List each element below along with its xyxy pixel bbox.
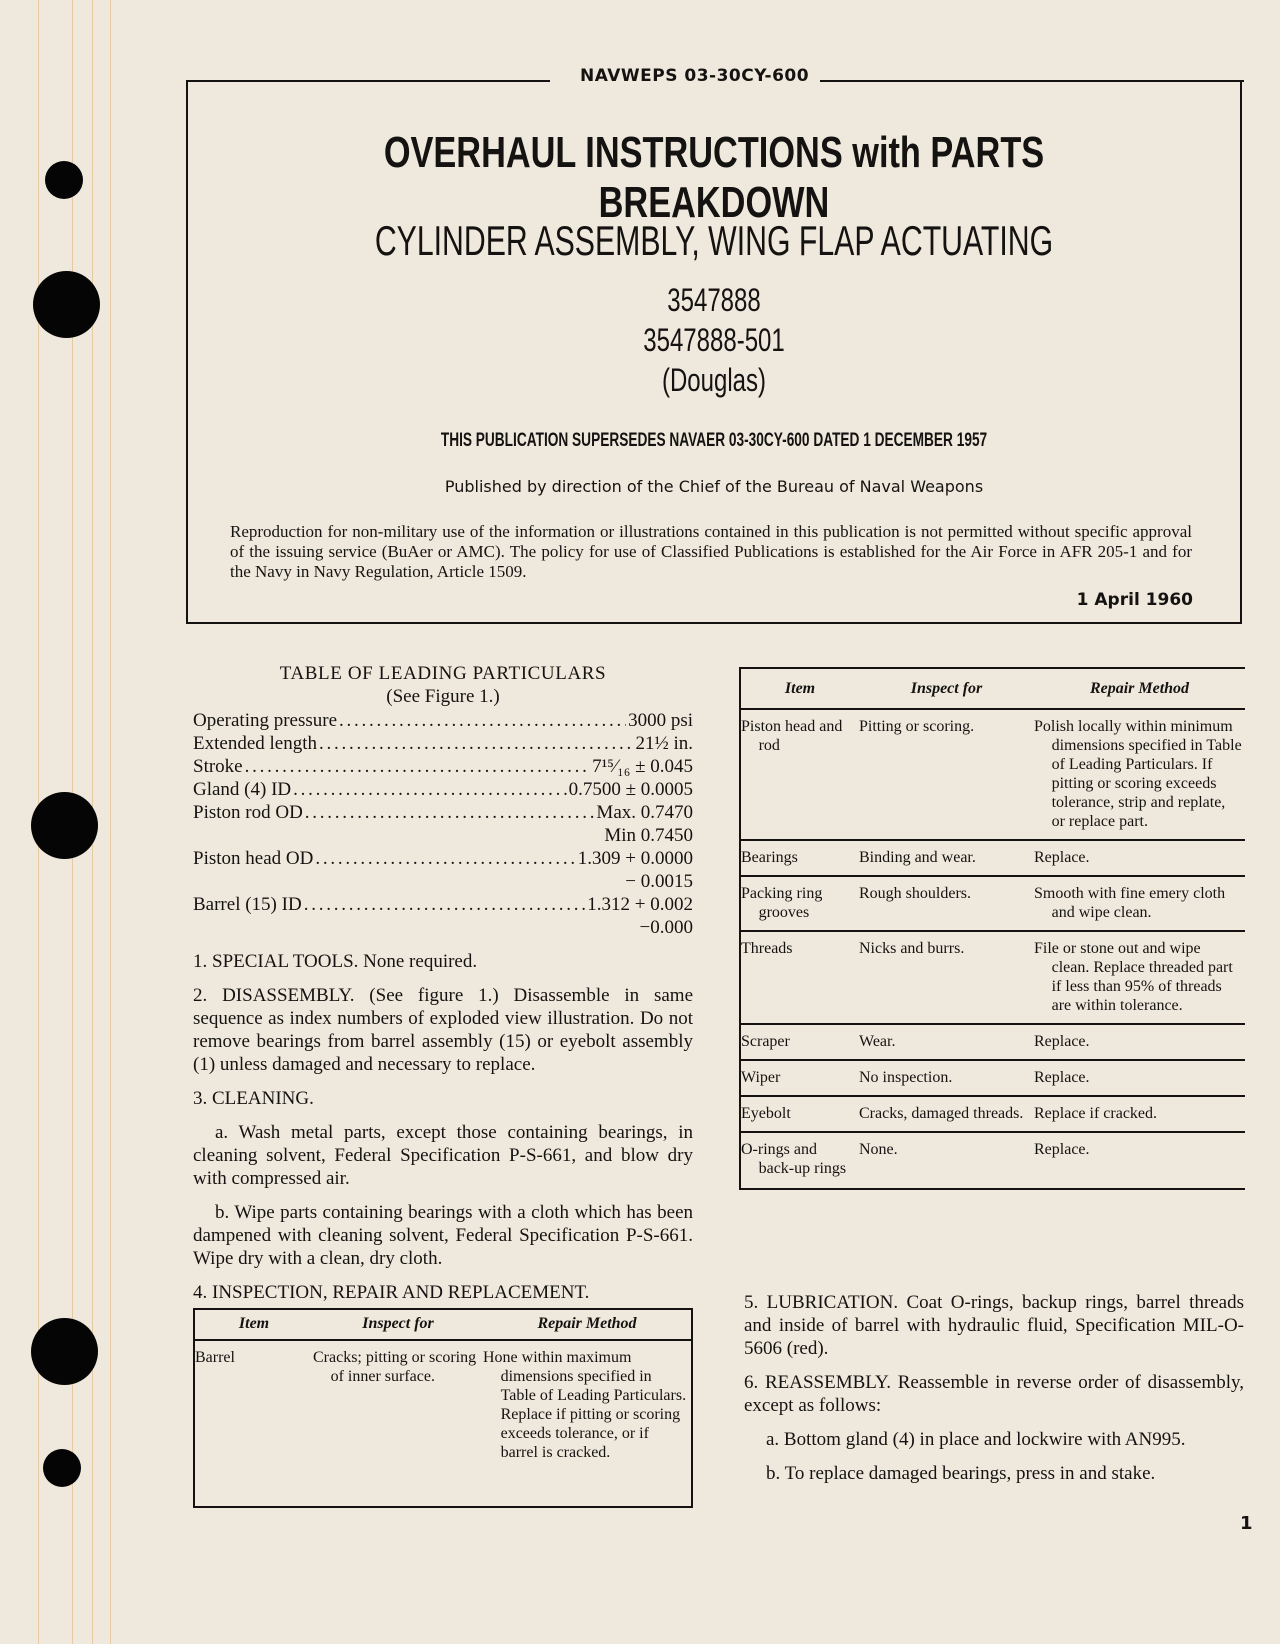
- column-header: Item: [195, 1310, 313, 1340]
- particular-row: [193, 893, 693, 916]
- section-disassembly: [193, 984, 693, 1076]
- leader-dots: [315, 847, 575, 870]
- right-column: [739, 667, 1245, 1190]
- column-header: Item: [741, 669, 859, 709]
- particular-label: Barrel (15) ID: [193, 894, 302, 915]
- particular-value: 1.309 + 0.0000: [577, 848, 693, 869]
- table-row: [741, 709, 1245, 840]
- reassembly-step-a: a. Bottom gland (4) in place and lockwire with AN995.: [766, 1429, 1186, 1450]
- inspection-table-right: [739, 667, 1245, 1190]
- particular-label: Stroke: [193, 756, 243, 777]
- right-column-text: [744, 1291, 1244, 1485]
- cell-inspect: Pitting or scoring.: [859, 709, 1034, 840]
- section-heading: 5. LUBRICATION.: [744, 1292, 899, 1313]
- section-cleaning-heading: 3. CLEANING.: [193, 1088, 314, 1109]
- main-title: OVERHAUL INSTRUCTIONS with PARTS BREAKDOWN: [383, 128, 1045, 227]
- cell-item: Eyebolt: [741, 1096, 859, 1132]
- particular-row: [193, 801, 693, 824]
- cell-item: Scraper: [741, 1024, 859, 1060]
- column-header: Inspect for: [313, 1310, 483, 1340]
- cell-item: Bearings: [741, 840, 859, 876]
- particular-row: [193, 847, 693, 870]
- document-number: NAVWEPS 03-30CY-600: [580, 66, 810, 86]
- section-inspection-heading: 4. INSPECTION, REPAIR AND REPLACEMENT.: [193, 1282, 590, 1303]
- sub-title: CYLINDER ASSEMBLY, WING FLAP ACTUATING: [374, 217, 1054, 264]
- table-row: [741, 1132, 1245, 1188]
- table-row: [741, 840, 1245, 876]
- cell-repair: Replace.: [1034, 1141, 1090, 1158]
- section-heading: 6. REASSEMBLY.: [744, 1372, 891, 1393]
- published-by: Published by direction of the Chief of the Bureau of Naval Weapons: [444, 477, 984, 496]
- table-row: [741, 1096, 1245, 1132]
- cell-inspect: Nicks and burrs.: [859, 931, 1034, 1024]
- punch-hole-icon: [31, 792, 98, 859]
- leader-dots: [305, 801, 595, 824]
- table-row: [741, 876, 1245, 931]
- leader-dots: [293, 778, 566, 801]
- leading-particulars-title: TABLE OF LEADING PARTICULARS: [279, 663, 607, 684]
- column-header: Inspect for: [859, 669, 1034, 709]
- punch-hole-icon: [45, 161, 83, 199]
- section-text: (See figure 1.) Disassemble in same sequence as index numbers of exploded view illustration. Do not remove bearings from barrel assembly (15) or eyebolt assembly (1) unless damaged and necessary to replace.: [193, 985, 694, 1075]
- cell-item: Threads: [741, 931, 859, 1024]
- particular-label: Piston rod OD: [193, 802, 303, 823]
- cell-repair: Smooth with fine emery cloth and wipe clean.: [1034, 876, 1245, 931]
- cell-item: Wiper: [741, 1060, 859, 1096]
- section-text: Reassemble in reverse order of disassembly, except as follows:: [744, 1372, 1244, 1416]
- part-number: 3547888: [667, 282, 761, 318]
- binding-line: [110, 0, 111, 1644]
- cleaning-step-b: b. Wipe parts containing bearings with a cloth which has been dampened with cleaning solvent, Federal Specification P-S-661. Wipe dry with a clean, dry cloth.: [193, 1202, 693, 1269]
- punch-hole-icon: [33, 271, 100, 338]
- cell-repair: Replace.: [1034, 1060, 1245, 1096]
- supersedes-notice: THIS PUBLICATION SUPERSEDES NAVAER 03-30CY-600 DATED 1 DECEMBER 1957: [440, 430, 988, 451]
- cell-item: Barrel: [195, 1349, 235, 1366]
- cell-repair: Hone within maximum dimensions specified in Table of Leading Particulars. Replace if pitting or scoring exceeds tolerance, or if barrel is cracked.: [483, 1349, 687, 1461]
- particular-row: [193, 732, 693, 755]
- cell-repair: Replace.: [1034, 840, 1245, 876]
- leading-particulars-subtitle: (See Figure 1.): [386, 686, 500, 707]
- cell-inspect: Wear.: [859, 1024, 1034, 1060]
- cell-item: Piston head and rod: [741, 709, 859, 840]
- section-special-tools: [193, 950, 693, 973]
- cell-inspect: Binding and wear.: [859, 840, 1034, 876]
- leader-dots: [304, 893, 586, 916]
- particular-value: 3000 psi: [628, 710, 693, 731]
- cell-repair: Polish locally within minimum dimensions specified in Table of Leading Particulars. If pitting or scoring exceeds tolerance, strip and replate, or replace part.: [1034, 709, 1245, 840]
- leader-dots: [245, 755, 590, 778]
- particular-label: Piston head OD: [193, 848, 314, 869]
- manufacturer: (Douglas): [661, 362, 767, 398]
- particular-value: 1.312 + 0.002: [587, 894, 693, 915]
- cell-inspect: Rough shoulders.: [859, 876, 1034, 931]
- column-header: Repair Method: [1034, 669, 1245, 709]
- section-reassembly: [744, 1371, 1244, 1417]
- particular-label: Extended length: [193, 733, 317, 754]
- cell-inspect: Cracks, damaged threads.: [859, 1096, 1034, 1132]
- table-row: [741, 1024, 1245, 1060]
- cell-inspect: None.: [859, 1141, 898, 1158]
- particular-value: Max. 0.7470: [596, 802, 693, 823]
- particular-label: Operating pressure: [193, 710, 338, 731]
- cleaning-step-a: a. Wash metal parts, except those containing bearings, in cleaning solvent, Federal Specification P-S-661, and blow dry with compressed air.: [193, 1122, 693, 1189]
- punch-hole-icon: [43, 1449, 81, 1487]
- particular-value: 7¹⁵⁄₁₆ ± 0.045: [592, 756, 693, 777]
- section-heading: 2. DISASSEMBLY.: [193, 985, 355, 1006]
- punch-hole-icon: [31, 1318, 98, 1385]
- inspection-table-left: [193, 1308, 693, 1508]
- particular-value: 0.7500 ± 0.0005: [568, 779, 693, 800]
- section-text: Coat O-rings, backup rings, barrel threads and inside of barrel with hydraulic fluid, Specification MIL-O-5606 (red).: [744, 1292, 1245, 1359]
- section-heading: 1. SPECIAL TOOLS.: [193, 951, 359, 972]
- particular-row: [193, 778, 693, 801]
- particular-row: [193, 755, 693, 778]
- particular-value-continued: −0.000: [639, 917, 693, 938]
- table-row: [195, 1340, 691, 1506]
- cell-inspect: Cracks; pitting or scoring of inner surface.: [313, 1349, 477, 1385]
- section-lubrication: [744, 1291, 1244, 1360]
- particular-row: [193, 709, 693, 732]
- part-number: 3547888-501: [643, 322, 785, 358]
- particular-label: Gland (4) ID: [193, 779, 292, 800]
- cell-repair: Replace if cracked.: [1034, 1096, 1245, 1132]
- reproduction-notice: Reproduction for non-military use of the information or illustrations contained in this publication is not permitted without specific approval of the issuing service (BuAer or AMC). The policy for use of Classified Publications is established for the Air Force in AFR 205-1 and for the Navy in Navy Regulation, Article 1509.: [230, 522, 1192, 581]
- publication-date: 1 April 1960: [1076, 590, 1193, 610]
- leader-dots: [319, 732, 633, 755]
- page-number: 1: [1240, 1513, 1253, 1534]
- cell-item: Packing ring grooves: [741, 876, 859, 931]
- particular-value-continued: − 0.0015: [625, 871, 693, 892]
- reassembly-step-b: b. To replace damaged bearings, press in and stake.: [766, 1463, 1156, 1484]
- cell-repair: File or stone out and wipe clean. Replace threaded part if less than 95% of threads are within tolerance.: [1034, 931, 1245, 1024]
- cell-repair: Replace.: [1034, 1024, 1245, 1060]
- cell-inspect: No inspection.: [859, 1060, 1034, 1096]
- table-row: [741, 931, 1245, 1024]
- cell-item: O-rings and back-up rings: [741, 1141, 847, 1177]
- left-column: [193, 662, 693, 1508]
- leader-dots: [339, 709, 626, 732]
- column-header: Repair Method: [483, 1310, 691, 1340]
- particular-value-continued: Min 0.7450: [604, 825, 693, 846]
- section-text: None required.: [363, 951, 478, 972]
- table-row: [741, 1060, 1245, 1096]
- particular-value: 21½ in.: [635, 733, 693, 754]
